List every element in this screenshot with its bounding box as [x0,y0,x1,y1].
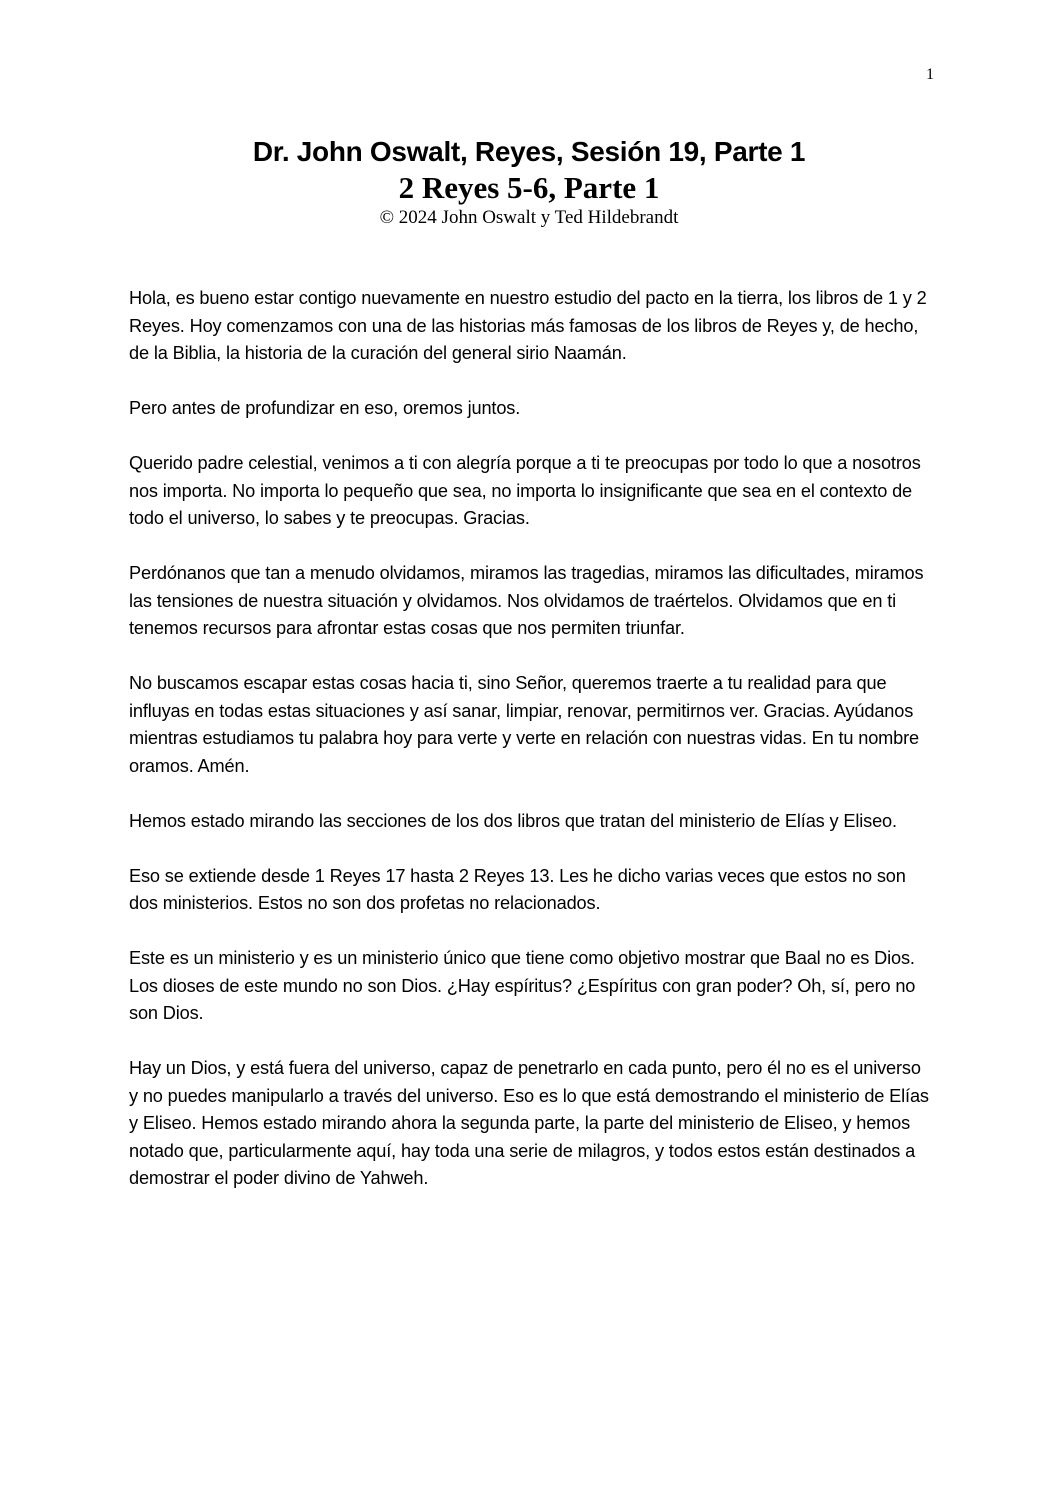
paragraph: Eso se extiende desde 1 Reyes 17 hasta 2 Reyes 13. Les he dicho varias veces que estos no son dos ministerios. Estos no son dos profetas no relacionados. [129,865,906,913]
paragraph: Querido padre celestial, venimos a ti con alegría porque a ti te preocupas por todo lo que a nosotros nos importa. No importa lo pequeño que sea, no importa lo insignificante que sea en el contexto de todo el universo, lo sabes y te preocupas. Gracias. [129,453,921,528]
paragraph: Pero antes de profundizar en eso, oremos juntos. [129,398,521,418]
document-header [0,134,1058,230]
document-subtitle: 2 Reyes 5-6, Parte 1 [398,170,660,205]
document-title: Dr. John Oswalt, Reyes, Sesión 19, Parte 1 [252,136,806,167]
copyright-notice: © 2024 John Oswalt y Ted Hildebrandt [379,207,679,228]
paragraph: Hemos estado mirando las secciones de los dos libros que tratan del ministerio de Elías y Eliseo. [129,810,897,831]
paragraph: Hay un Dios, y está fuera del universo, capaz de penetrarlo en cada punto, pero él no es el universo y no puedes manipularlo a través del universo. Eso es lo que está demostrando el ministerio de Elías y Eliseo. Hemos estado mirando ahora la segunda parte, la parte del ministerio de Eliseo, y hemos notado que, particularmente aquí, hay toda una serie de milagros, y todos estos están destinados a demostrar el poder divino de Yahweh. [129,1058,929,1188]
paragraph: Perdónanos que tan a menudo olvidamos, miramos las tragedias, miramos las dificultades, miramos las tensiones de nuestra situación y olvidamos. Nos olvidamos de traértelos. Olvidamos que en ti tenemos recursos para afrontar estas cosas que nos permiten triunfar. [129,563,924,638]
paragraph: Este es un ministerio y es un ministerio único que tiene como objetivo mostrar que Baal no es Dios. Los dioses de este mundo no son Dios. ¿Hay espíritus? ¿Espíritus con gran poder? Oh, sí, pero no son Dios. [129,948,916,1023]
paragraph: Hola, es bueno estar contigo nuevamente en nuestro estudio del pacto en la tierra, los libros de 1 y 2 Reyes. Hoy comenzamos con una de las historias más famosas de los libros de Reyes y, de hecho, de la Biblia, la historia de la curación del general sirio Naamán. [129,288,927,363]
page-number: 1 [926,66,934,83]
document-body [129,285,929,1220]
paragraph: No buscamos escapar estas cosas hacia ti, sino Señor, queremos traerte a tu realidad para que influyas en todas estas situaciones y así sanar, limpiar, renovar, permitirnos ver. Gracias. Ayúdanos mientras estudiamos tu palabra hoy para verte y verte en relación con nuestras vidas. En tu nombre oramos. Amén. [129,673,920,776]
